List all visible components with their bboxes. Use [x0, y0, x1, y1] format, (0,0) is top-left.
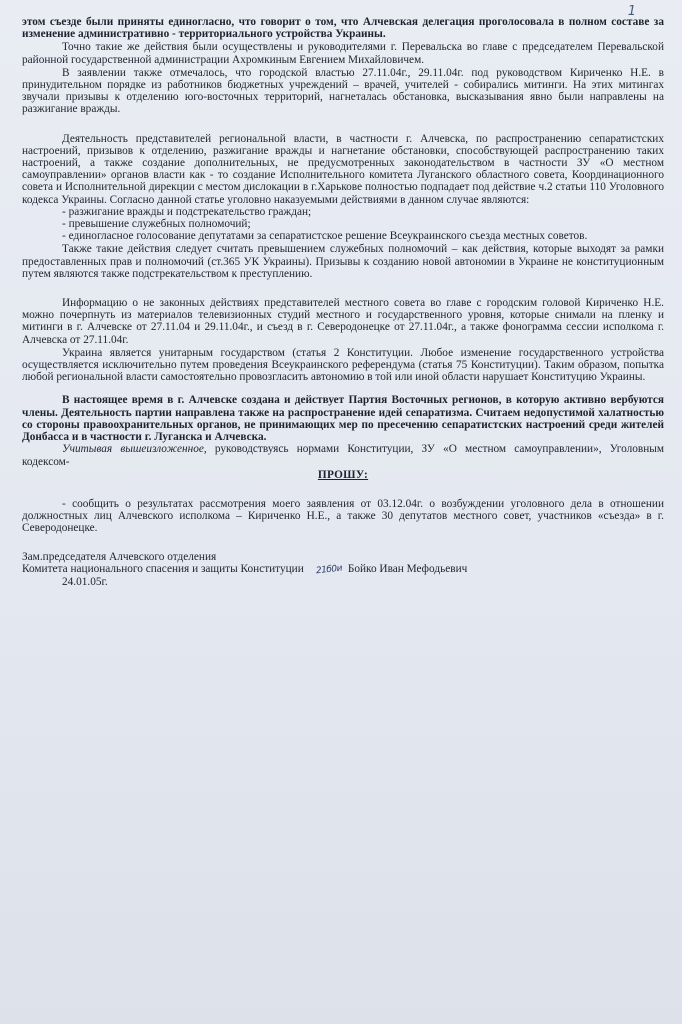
- list-item: - превышение служебных полномочий;: [62, 218, 251, 231]
- signature-position-line1: Зам.председателя Алчевского отделения: [22, 550, 217, 563]
- paragraph-considering: [22, 443, 664, 467]
- list-item: - разжигание вражды и подстрекательство граждан;: [62, 205, 312, 218]
- paragraph-information-sources: Информацию о не законных действиях представителей местного совета во главе с городским головой Кириченко Н.Е. можно почерпнуть из материалов телевизионных студий местного и государственного уровня, которые снимали на пленку и митинги в г. Алчевске от 27.11.04 и 29.11.04г., и съезд в г. Северодонецке от 27.11.04г., а также фонограмма сессии исполкома г. Алчевска от 27.11.04г.: [22, 297, 664, 346]
- handwritten-signature: 21б0и: [315, 563, 343, 577]
- paragraph-abuse-of-power: Также такие действия следует считать превышением служебных полномочий – как действия, которые выходят за рамки предоставленных прав и полномочий (ст.365 УК Украины). Призывы к созданию новой автономии в Украине не конституционным путем являются также подстрекательством к преступлению.: [22, 243, 664, 280]
- page-number: 1: [627, 4, 636, 19]
- paragraph-eastern-regions-party: В настоящее время в г. Алчевске создана и действует Партия Восточных регионов, в которую активно вербуются члены. Деятельность партии направлена также на распространение идей сепаратизма. Считаем недопустимой халатностью со стороны правоохранительных органов, не принимающих мер по пресечению сепаратистских настроений среди жителей Донбасса и в частности г. Луганска и Алчевска.: [22, 394, 664, 444]
- request-heading: ПРОШУ:: [317, 468, 369, 481]
- paragraph-delegation-vote: этом съезде были приняты единогласно, что говорит о том, что Алчевская делегация проголосовала в полном составе за изменение административно - территориального устройства Украины.: [22, 16, 664, 41]
- paragraph-unitary-state: Украина является унитарным государством (статья 2 Конституции. Любое изменение государственного устройства осуществляется исключительно путем проведения Всеукраинского референдума (статья 75 Конституции). Таким образом, попытка любой региональной власти самостоятельно провозгласить автономию в той или иной области нарушает Конституцию Украины.: [22, 346, 664, 384]
- signature-position-line2-row: [22, 563, 664, 576]
- offenses-list: [22, 206, 664, 243]
- paragraph-perevalsk: Точно такие же действия были осуществлены и руководителями г. Перевальска во главе с председателем Перевальской районной государственной администрации Ахромкиным Евгением Михайловичем.: [22, 41, 664, 66]
- paragraph-rallies: В заявлении также отмечалось, что городской властью 27.11.04г., 29.11.04г. под руководством Кириченко Н.Е. в принудительном порядке из работников бюджетных учреждений – врачей, учителей - собирались митинги. На этих митингах звучали призывы к отделению юго-восточных территорий, нагнеталась обстановка, высказывания явно были направлены на разжигание вражды.: [22, 66, 664, 116]
- considering-italic: Учитывая вышеизложенное,: [62, 443, 207, 456]
- paragraph-regional-authority: Деятельность представителей региональной власти, в частности г. Алчевска, по распространению сепаратистских настроений, призывов к отделению, разжигание вражды и нагнетание обстановки, способствующей распространению таких настроений, а также создание дополнительных, не предусмотренных законодательством в частности ЗУ «О местном самоуправлении» органов власти как - то создание Исполнительного комитета Луганского областного совета, Координационного совета и Исполнительной дирекции с местом дислокации в г.Харькове полностью подпадает под действие ч.2 статьи 110 Уголовного кодекса Украины. Согласно данной статье уголовно наказуемыми действиями в данном случае являются:: [22, 132, 664, 206]
- signature-block: [22, 551, 664, 589]
- paragraph-request: - сообщить о результатах рассмотрения моего заявления от 03.12.04г. о возбуждении уголовного дела в отношении должностных лиц Алчевского исполкома – Кириченко Н.Е., а также 30 депутатов местного совет, участников «съезда» в г. Северодонецке.: [22, 497, 664, 535]
- signature-date: 24.01.05г.: [62, 575, 108, 588]
- signatory-name: Бойко Иван Мефодьевич: [347, 562, 468, 575]
- considering-rest: руководствуясь нормами Конституции, ЗУ «О местном самоуправлении», Уголовным кодексом-: [22, 443, 665, 468]
- signature-position-line2: Комитета национального спасения и защиты Конституции: [22, 562, 304, 575]
- list-item: - единогласное голосование депутатами за сепаратистское решение Всеукраинского съезда местных советов.: [62, 230, 588, 243]
